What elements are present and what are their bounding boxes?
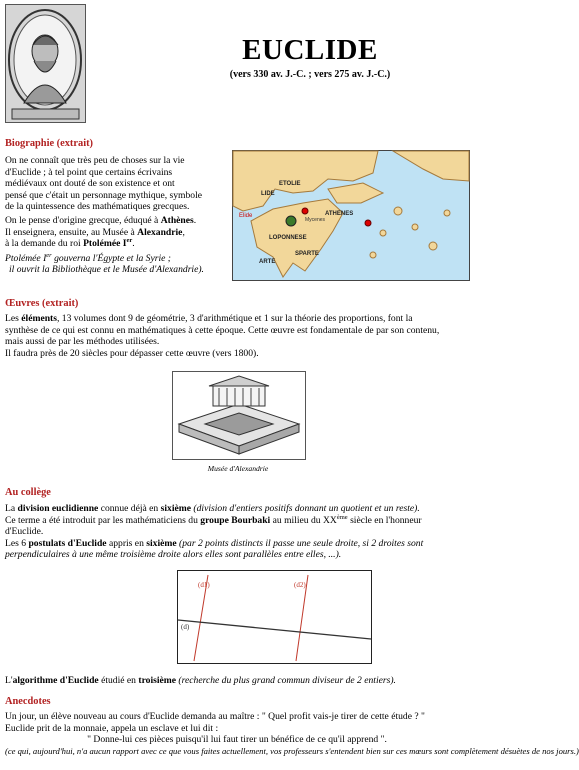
- college-line: Les 6 postulats d'Euclide appris en sixième (par 2 points distincts il passe une seule droite, si 2 droites sont: [5, 537, 424, 549]
- college-line: perpendiculaires à une même troisième droite alors elles sont parallèles entre elles, ...).: [5, 549, 342, 561]
- anecdote-line: Euclide prit de la monnaie, appela un esclave et lui dit :: [5, 722, 219, 734]
- biographie-text: [5, 155, 230, 276]
- anecdote-quote: " Donne-lui ces pièces puisqu'il lui faut tirer un bénéfice de ce qu'il apprend ".: [87, 734, 387, 746]
- bio-line: d'Euclide ; à tel point que certains écrivains: [5, 166, 173, 178]
- bio-line: On ne connaît que très peu de choses sur la vie: [5, 155, 185, 166]
- college-line: d'Euclide.: [5, 526, 44, 538]
- bio-request: à la demande du roi Ptolémée Ier.: [5, 236, 135, 250]
- college-text: [5, 503, 469, 561]
- oeuvres-text: [5, 313, 469, 359]
- anecdotes-heading: Anecdotes: [5, 696, 51, 707]
- map-label: ETOLIE: [279, 181, 301, 187]
- museum-illustration: [172, 371, 306, 460]
- oeuvres-line: mais aussi de par les méthodes utilisées.: [5, 336, 160, 348]
- biographie-heading: Biographie (extrait): [5, 138, 94, 149]
- oeuvres-line: Il faudra près de 20 siècles pour dépasser cette œuvre (vers 1800).: [5, 347, 259, 359]
- map-label: Elide: [239, 213, 253, 219]
- map-label: SPARTE: [295, 251, 319, 257]
- anecdote-line: Un jour, un élève nouveau au cours d'Euclide demanda au maître : " Quel profit vais-je tirer de cette étude ? ": [5, 711, 425, 722]
- map-label: LIDE: [261, 191, 275, 197]
- oeuvres-line: synthèse de ce qui est connu en mathématiques à cette époque. Cette œuvre est fondamentale de par son contenu,: [5, 324, 440, 336]
- map-label: ATHENES: [325, 211, 354, 217]
- map-label: LOPONNESE: [269, 235, 307, 241]
- lines-diagram: [177, 570, 372, 664]
- d2-label: (d2): [294, 581, 306, 589]
- anecdotes-text: [5, 711, 579, 757]
- greece-map: [232, 150, 470, 281]
- page-subtitle: (vers 330 av. J.-C. ; vers 275 av. J.-C.): [229, 69, 391, 80]
- oeuvres-line: Les éléments, 13 volumes dont 9 de géométrie, 3 d'arithmétique et 1 sur la théorie des proportions, font la: [5, 313, 413, 324]
- college-line: Ce terme a été introduit par les mathématiciens du groupe Bourbaki au milieu du XXème siècle en l'honneur: [5, 513, 422, 526]
- bio-note-2: il ouvrit la Bibliothèque et le Musée d'Alexandrie).: [9, 264, 204, 276]
- bio-line: pensé que c'était un personnage mythique, symbole: [5, 189, 203, 201]
- d1-label: (d1): [198, 581, 210, 589]
- page-title: EUCLIDE: [242, 34, 378, 66]
- d-label: (d): [181, 623, 190, 631]
- bio-origin: On le pense d'origine grecque, éduqué à Athènes.: [5, 214, 197, 226]
- college-heading: Au collège: [5, 487, 51, 498]
- bio-note: Ptolémée Ier gouverna l'Égypte et la Syrie ;: [5, 251, 171, 264]
- bio-teach: Il enseignera, ensuite, au Musée à Alexandrie,: [5, 226, 185, 238]
- college-line: La division euclidienne connue déjà en sixième (division d'entiers positifs donnant un quotient et un reste).: [5, 503, 420, 514]
- anecdote-note: (ce qui, aujourd'hui, n'a aucun rapport avec ce que vous faites actuellement, vos professeurs s'entendent bien sur ces mœurs sont complètement désuètes de nos jours.): [5, 745, 579, 756]
- map-label: Mycenes: [305, 217, 326, 223]
- museum-caption: Musée d'Alexandrie: [207, 464, 269, 473]
- college-algorithm: L'algorithme d'Euclide étudié en troisième (recherche du plus grand commun diviseur de 2 entiers).: [5, 675, 396, 686]
- bio-line: médiévaux ont douté de son existence et ont: [5, 178, 175, 190]
- oeuvres-heading: Œuvres (extrait): [5, 298, 79, 309]
- euclid-portrait: [5, 4, 86, 123]
- map-label: ARTE: [259, 259, 276, 265]
- bio-line: de la quintessence des mathématiques grecques.: [5, 201, 190, 213]
